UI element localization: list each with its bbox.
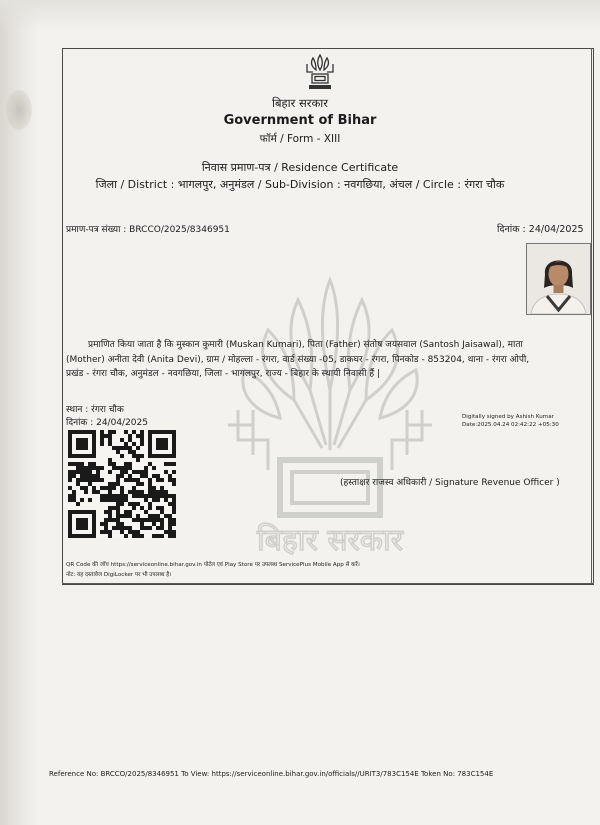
form-number: फॉर्म / Form - XIII xyxy=(259,133,341,145)
applicant-photo xyxy=(526,243,591,315)
watermark-text: बिहार सरकार xyxy=(256,523,404,558)
verification-qr-code xyxy=(68,430,176,538)
person-photo-icon xyxy=(527,244,590,314)
bottom-rule xyxy=(62,583,594,584)
digital-signature-name: Digitally signed by Ashish Kumar xyxy=(462,414,554,420)
digilocker-note: नोट: यह दस्तावेज DigiLocker पर भी उपलब्ध है। xyxy=(66,572,172,578)
certificate-number: प्रमाण-पत्र संख्या : BRCCO/2025/8346951 xyxy=(66,225,230,235)
bihar-tree-watermark-icon xyxy=(218,240,443,560)
issue-date: दिनांक : 24/04/2025 xyxy=(497,224,584,235)
government-title-hindi: बिहार सरकार xyxy=(272,96,328,110)
body-line-3: प्रखंड - रंगरा चौक, अनुमंडल - नवगछिया, जिला - भागलपुर, राज्य - बिहार के स्थायी निवासी हैं | xyxy=(66,369,381,379)
body-line-1: प्रमाणित किया जाता है कि मुस्कान कुमारी (Muskan Kumari), पिता (Father) संतोष जयसवाल (Santosh Jaisawal), माता xyxy=(88,340,523,350)
certificate-body xyxy=(66,338,588,382)
qr-verification-note: QR Code की जाँच https://serviceonline.bihar.gov.in पोर्टल एवं Play Store पर उपलब्ध ServicePlus Mobile App से करें। xyxy=(66,562,360,568)
reference-line: Reference No: BRCCO/2025/8346951 To View: https://serviceonline.bihar.gov.in/officials//URIT3/783C154E Token No: 783C154E xyxy=(49,770,494,778)
signature-designation: (हस्ताक्षर राजस्व अधिकारी / Signature Revenue Officer ) xyxy=(340,478,560,488)
place-date: दिनांक : 24/04/2025 xyxy=(66,418,148,428)
body-line-2: (Mother) अनीता देवी (Anita Devi), ग्राम / मोहल्ला - रंगरा, वार्ड संख्या -05, डाकघर - रंगरा, पिनकोड - 853204, थाना - रंगरा ओपी, xyxy=(66,354,530,365)
government-title: Government of Bihar xyxy=(223,113,377,128)
certificate-title: निवास प्रमाण-पत्र / Residence Certificate xyxy=(201,161,399,174)
scan-shadow-top xyxy=(0,0,600,30)
right-rule xyxy=(591,48,592,584)
district-line: जिला / District : भागलपुर, अनुमंडल / Sub-Division : नवगछिया, अंचल / Circle : रंगरा चौक xyxy=(95,178,505,191)
digital-signature-date: Date:2025.04.24 02:42:22 +05:30 xyxy=(462,422,559,428)
place-label: स्थान : रंगरा चौक xyxy=(66,405,124,415)
bihar-state-emblem-icon xyxy=(303,52,337,92)
